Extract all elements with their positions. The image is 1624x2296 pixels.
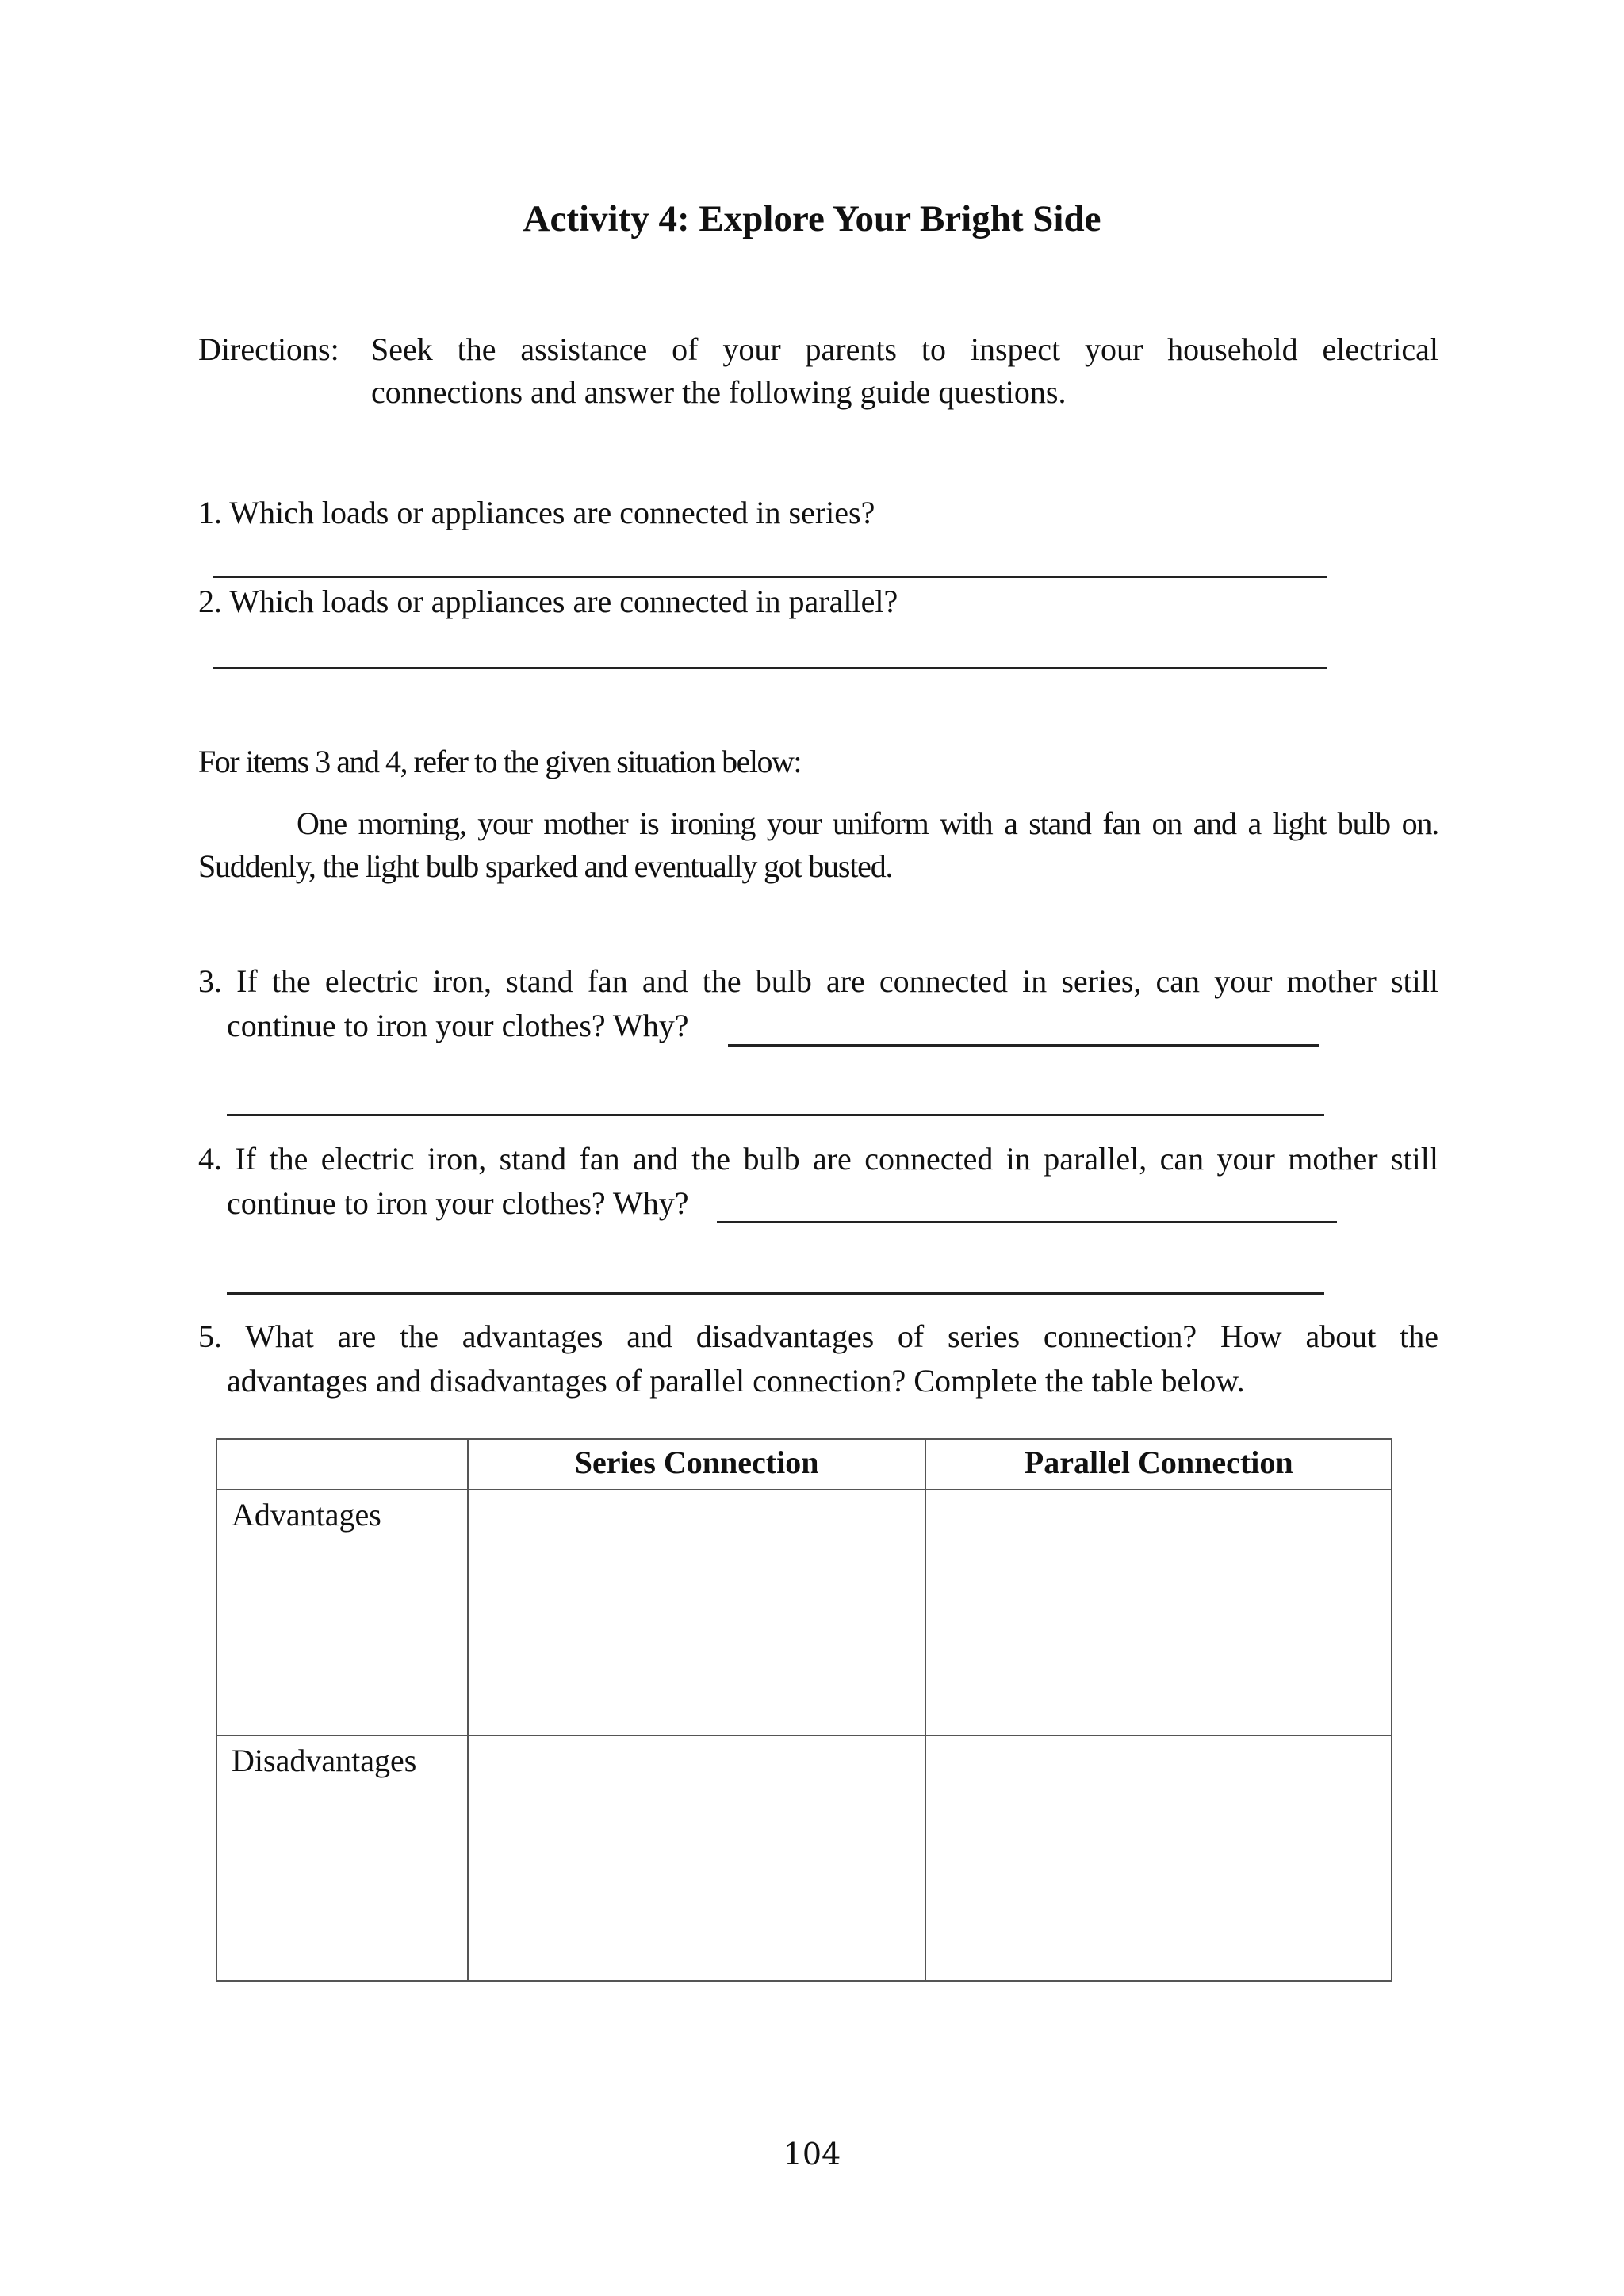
- directions-text: [371, 328, 1438, 414]
- answer-line-3b[interactable]: [227, 1114, 1324, 1116]
- question-2: 2. Which loads or appliances are connected in parallel?: [198, 584, 898, 619]
- table-row-advantages: [216, 1490, 1392, 1735]
- question-4-line-1: 4. If the electric iron, stand fan and the bulb are connected in parallel, can your mother still: [198, 1141, 1438, 1177]
- answer-line-3a[interactable]: [728, 1044, 1320, 1047]
- situation-text: One morning, your mother is ironing your uniform with a stand fan on and a light bulb on. Suddenly, the light bulb sparked and eventually got busted.: [198, 806, 1438, 884]
- question-5: [198, 1314, 1438, 1403]
- cell-parallel-disadvantages[interactable]: [925, 1735, 1392, 1981]
- directions-line-2: connections and answer the following guide questions.: [371, 374, 1067, 410]
- question-4-line-2: continue to iron your clothes? Why?: [227, 1185, 689, 1221]
- answer-line-4a[interactable]: [717, 1221, 1337, 1223]
- question-1: 1. Which loads or appliances are connected in series?: [198, 495, 875, 530]
- question-5-line-2: advantages and disadvantages of parallel connection? Complete the table below.: [227, 1363, 1245, 1399]
- cell-series-advantages[interactable]: [468, 1490, 926, 1735]
- table-header-series: Series Connection: [468, 1439, 926, 1490]
- row-label-advantages: Advantages: [216, 1490, 468, 1735]
- question-3: [198, 959, 1438, 1048]
- answer-line-1[interactable]: [213, 576, 1327, 578]
- question-4: [198, 1137, 1438, 1226]
- page-number: 104: [783, 2137, 841, 2172]
- situation-heading: For items 3 and 4, refer to the given situation below:: [198, 744, 801, 779]
- question-3-line-2: continue to iron your clothes? Why?: [227, 1008, 689, 1043]
- answer-line-4b[interactable]: [227, 1292, 1324, 1295]
- question-3-line-1: 3. If the electric iron, stand fan and the bulb are connected in series, can your mother still: [198, 963, 1438, 999]
- row-label-disadvantages: Disadvantages: [216, 1735, 468, 1981]
- table-header-blank: [216, 1439, 468, 1490]
- question-5-line-1: 5. What are the advantages and disadvantages of series connection? How about the: [198, 1318, 1438, 1354]
- directions-label: Directions:: [198, 331, 339, 367]
- cell-parallel-advantages[interactable]: [925, 1490, 1392, 1735]
- answer-line-2[interactable]: [213, 667, 1327, 669]
- table-header-parallel: Parallel Connection: [925, 1439, 1392, 1490]
- cell-series-disadvantages[interactable]: [468, 1735, 926, 1981]
- comparison-table: [216, 1438, 1392, 1982]
- directions-line-1: Seek the assistance of your parents to inspect your household electrical: [371, 331, 1438, 367]
- directions: [198, 328, 1438, 414]
- page-title: Activity 4: Explore Your Bright Side: [523, 198, 1101, 239]
- table-header-row: [216, 1439, 1392, 1490]
- table-row-disadvantages: [216, 1735, 1392, 1981]
